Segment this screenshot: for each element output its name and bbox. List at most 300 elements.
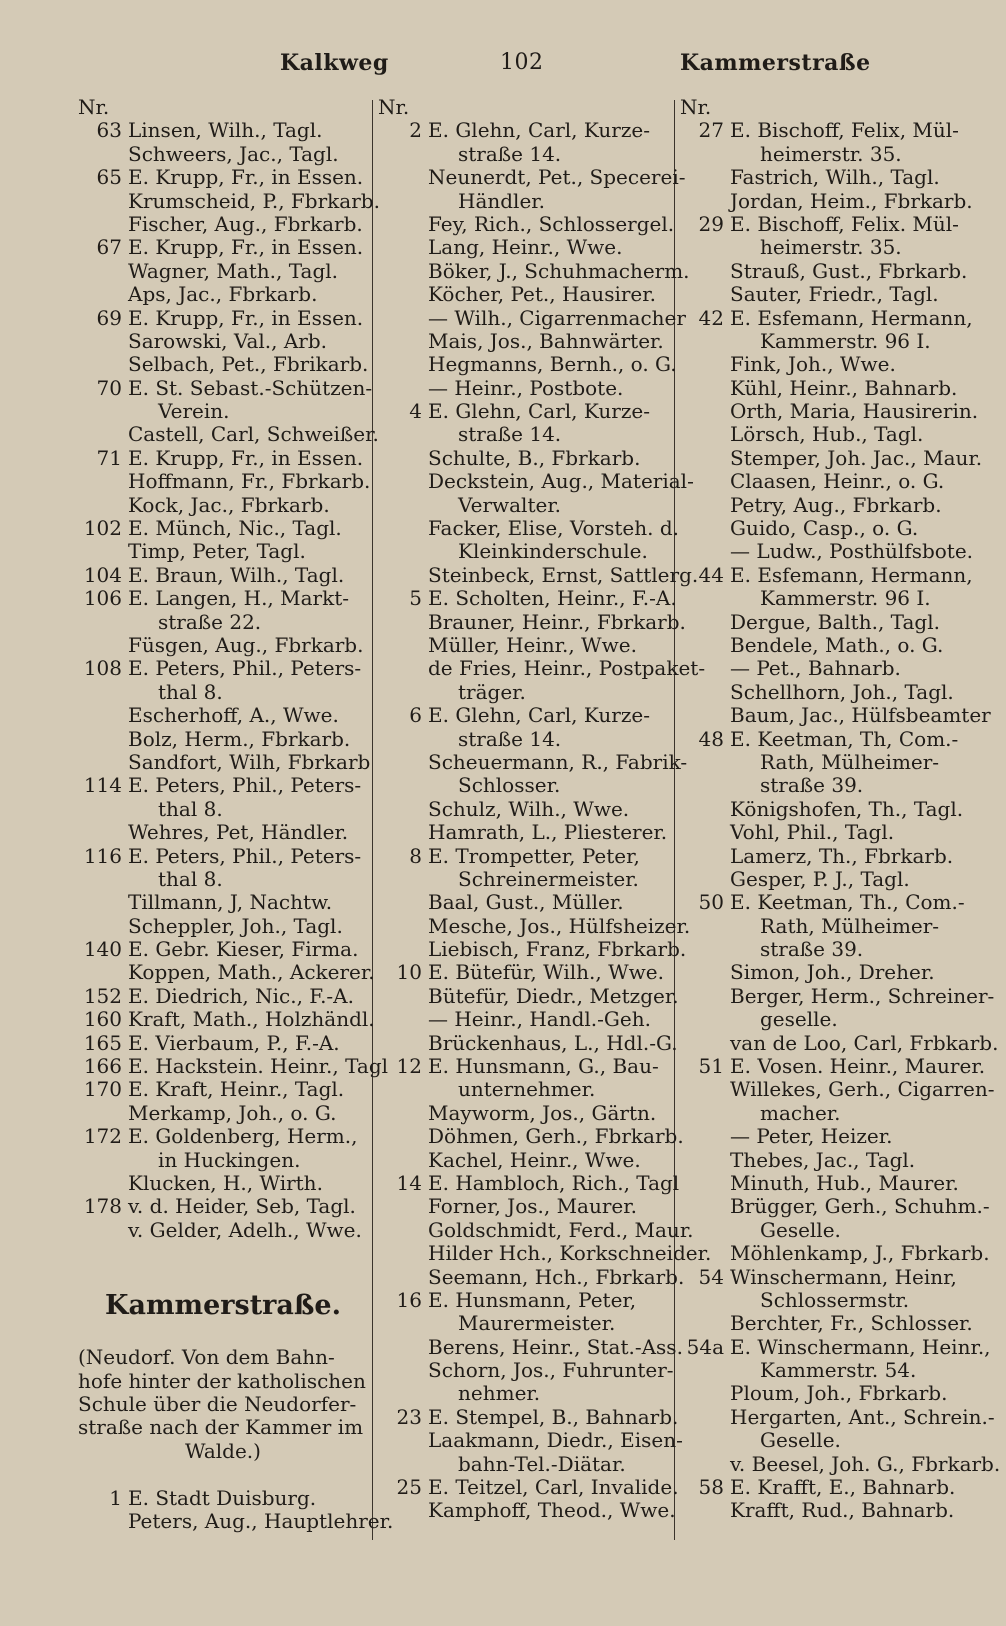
list-item bbox=[378, 1055, 670, 1078]
list-item bbox=[78, 1054, 389, 1079]
entry-text: heimerstr. 35. bbox=[760, 235, 902, 260]
entry-text: Schellhorn, Joh., Tagl. bbox=[730, 679, 954, 704]
entry-text: Bendele, Math., o. G. bbox=[730, 632, 944, 657]
list-item bbox=[680, 1476, 980, 1499]
entry-text: in Huckingen. bbox=[158, 1147, 301, 1172]
entry-text: nehmer. bbox=[458, 1381, 541, 1406]
list-item bbox=[680, 1194, 990, 1219]
entry-text: Aps, Jac., Fbrkarb. bbox=[128, 282, 318, 307]
list-item bbox=[680, 1008, 980, 1031]
column-label: Nr. bbox=[680, 95, 712, 119]
entry-text: Kammerstr. 96 I. bbox=[760, 586, 931, 611]
list-item bbox=[378, 868, 670, 891]
list-item bbox=[378, 1078, 670, 1101]
entry-text: Schulte, B., Fbrkarb. bbox=[428, 445, 641, 470]
entry-text: Kock, Jac., Fbrkarb. bbox=[128, 492, 330, 517]
list-item bbox=[378, 1498, 676, 1523]
list-item bbox=[78, 587, 368, 610]
entry-text: Willekes, Gerh., Cigarren- bbox=[730, 1077, 995, 1102]
entry-text: Claasen, Heinr., o. G. bbox=[730, 469, 945, 494]
list-item bbox=[378, 258, 690, 283]
list-item bbox=[680, 470, 980, 493]
list-item bbox=[680, 611, 980, 634]
entry-text: E. St. Sebast.-Schützen- bbox=[128, 375, 373, 400]
list-item bbox=[78, 1078, 368, 1101]
list-item bbox=[680, 1289, 980, 1312]
list-item bbox=[378, 1428, 683, 1453]
house-number: 51 bbox=[698, 1054, 724, 1079]
entry-text: v. d. Heider, Seb, Tagl. bbox=[128, 1194, 356, 1219]
list-item bbox=[378, 165, 686, 190]
list-item bbox=[378, 1358, 674, 1383]
entry-text: E. Bischoff, Felix. Mül- bbox=[730, 211, 959, 236]
house-number: 1 bbox=[109, 1486, 122, 1511]
entry-text: Koppen, Math., Ackerer. bbox=[128, 960, 375, 985]
list-item bbox=[78, 213, 368, 236]
list-item bbox=[680, 353, 980, 376]
entry-text: Forner, Jos., Maurer. bbox=[428, 1194, 637, 1219]
entry-text: Brückenhaus, L., Hdl.-G. bbox=[428, 1030, 678, 1055]
list-item bbox=[378, 634, 670, 657]
list-item bbox=[378, 1149, 670, 1172]
list-item bbox=[378, 540, 670, 563]
entry-text: Kammerstr. 54. bbox=[760, 1358, 917, 1383]
list-item bbox=[78, 960, 375, 985]
entry-text: Kamphoff, Theod., Wwe. bbox=[428, 1498, 676, 1523]
entry-text: Ploum, Joh., Fbrkarb. bbox=[730, 1381, 948, 1406]
house-number: 10 bbox=[396, 960, 422, 985]
section-description-line: Walde.) bbox=[185, 1438, 261, 1463]
list-item bbox=[78, 1487, 368, 1510]
list-item bbox=[378, 1453, 670, 1476]
house-number: 16 bbox=[396, 1287, 422, 1312]
entry-text: Minuth, Hub., Maurer. bbox=[730, 1170, 959, 1195]
list-item bbox=[378, 516, 679, 541]
house-number: 172 bbox=[83, 1124, 122, 1149]
list-item bbox=[378, 1475, 679, 1500]
entry-text: E. Vierbaum, P., F.-A. bbox=[128, 1030, 340, 1055]
list-item bbox=[680, 423, 980, 446]
list-item bbox=[378, 937, 687, 962]
entry-text: Seemann, Hch., Fbrkarb. bbox=[428, 1264, 685, 1289]
list-item bbox=[680, 868, 980, 891]
entry-text: Neunerdt, Pet., Specerei- bbox=[428, 165, 686, 190]
list-item bbox=[78, 283, 368, 306]
list-item bbox=[378, 1195, 670, 1218]
entry-text: — Heinr., Handl.-Geh. bbox=[428, 1007, 651, 1032]
entry-text: Krumscheid, P., Fbrkarb. bbox=[128, 188, 380, 213]
section-description-line: hofe hinter der katholischen bbox=[78, 1368, 366, 1393]
list-item bbox=[378, 1312, 670, 1335]
entry-text: Vohl, Phil., Tagl. bbox=[730, 820, 895, 845]
list-item bbox=[378, 961, 670, 984]
list-item bbox=[78, 1007, 375, 1032]
entry-text: Fischer, Aug., Fbrkarb. bbox=[128, 211, 363, 236]
house-number: 12 bbox=[396, 1054, 422, 1079]
house-number: 44 bbox=[698, 562, 724, 587]
list-item bbox=[78, 1195, 368, 1218]
list-item bbox=[78, 749, 371, 774]
list-item bbox=[680, 330, 980, 353]
list-item bbox=[680, 377, 980, 400]
entry-text: Escherhoff, A., Wwe. bbox=[128, 703, 339, 728]
entry-text: E. Krafft, E., Bahnarb. bbox=[730, 1475, 956, 1500]
house-number: 4 bbox=[409, 399, 422, 424]
house-number: 63 bbox=[96, 118, 122, 143]
entry-text: E. Winschermann, Heinr., bbox=[730, 1334, 991, 1359]
entry-text: Goldschmidt, Ferd., Maur. bbox=[428, 1217, 694, 1242]
list-item bbox=[680, 143, 980, 166]
list-item bbox=[78, 728, 368, 751]
entry-text: van de Loo, Carl, Frbkarb. bbox=[730, 1030, 999, 1055]
entry-text: E. Langen, H., Markt- bbox=[128, 586, 350, 611]
entry-text: E. Krupp, Fr., in Essen. bbox=[128, 305, 364, 330]
entry-text: v. Gelder, Adelh., Wwe. bbox=[128, 1217, 362, 1242]
entry-text: Köcher, Pet., Hausirer. bbox=[428, 282, 656, 307]
page-header bbox=[70, 50, 871, 84]
list-item bbox=[680, 400, 980, 423]
list-item bbox=[78, 1032, 368, 1055]
entry-text: Strauß, Gust., Fbrkarb. bbox=[730, 258, 968, 283]
entry-text: Laakmann, Diedr., Eisen- bbox=[428, 1428, 683, 1453]
entry-text: Castell, Carl, Schweißer. bbox=[128, 422, 379, 447]
list-item bbox=[680, 307, 980, 330]
list-item bbox=[680, 213, 980, 236]
list-item bbox=[378, 891, 670, 914]
list-item bbox=[378, 1008, 670, 1031]
list-item bbox=[680, 728, 980, 751]
entry-text: thal 8. bbox=[158, 866, 223, 891]
list-item bbox=[378, 774, 670, 797]
entry-text: E. Glehn, Carl, Kurze- bbox=[428, 118, 650, 143]
entry-text: Kühl, Heinr., Bahnarb. bbox=[730, 375, 958, 400]
section-description-line: straße nach der Kammer im bbox=[78, 1415, 364, 1440]
list-item bbox=[78, 798, 368, 821]
list-item bbox=[378, 983, 679, 1008]
entry-text: E. Trompetter, Peter, bbox=[428, 843, 640, 868]
list-item bbox=[78, 985, 368, 1008]
house-number: 170 bbox=[83, 1077, 122, 1102]
entry-text: Hegmanns, Bernh., o. G. bbox=[428, 352, 677, 377]
entry-text: Kammerstr. 96 I. bbox=[760, 328, 931, 353]
list-item bbox=[78, 1172, 368, 1195]
entry-text: Bütefür, Diedr., Metzger. bbox=[428, 983, 679, 1008]
list-item bbox=[378, 845, 670, 868]
entry-text: Thebes, Jac., Tagl. bbox=[730, 1147, 916, 1172]
list-item bbox=[78, 236, 368, 259]
list-item bbox=[680, 1172, 980, 1195]
entry-text: Rath, Mülheimer- bbox=[760, 913, 940, 938]
list-item bbox=[378, 1404, 679, 1429]
house-number: 50 bbox=[698, 890, 724, 915]
entry-text: träger. bbox=[458, 679, 526, 704]
entry-text: — Heinr., Postbote. bbox=[428, 375, 624, 400]
entry-text: Fink, Joh., Wwe. bbox=[730, 352, 896, 377]
entry-text: Händler. bbox=[458, 188, 546, 213]
entry-text: Fey, Rich., Schlossergel. bbox=[428, 211, 675, 236]
list-item bbox=[680, 1499, 980, 1522]
list-item bbox=[78, 375, 373, 400]
section-description-line: Schule über die Neudorfer- bbox=[78, 1391, 357, 1416]
list-item bbox=[680, 1312, 980, 1335]
entry-text: Kraft, Math., Holzhändl. bbox=[128, 1007, 375, 1032]
list-item bbox=[680, 1359, 980, 1382]
list-item bbox=[680, 961, 980, 984]
entry-text: Füsgen, Aug., Fbrkarb. bbox=[128, 632, 364, 657]
list-item bbox=[680, 517, 980, 540]
list-item bbox=[680, 891, 980, 914]
list-item bbox=[78, 845, 368, 868]
list-item bbox=[78, 400, 368, 423]
entry-text: Mesche, Jos., Hülfsheizer. bbox=[428, 913, 691, 938]
entry-text: Timp, Peter, Tagl. bbox=[128, 539, 306, 564]
entry-text: E. Esfemann, Hermann, bbox=[730, 562, 973, 587]
list-item bbox=[680, 1451, 1001, 1476]
list-item bbox=[680, 564, 980, 587]
entry-text: Gesper, P. J., Tagl. bbox=[730, 866, 910, 891]
entry-text: E. Glehn, Carl, Kurze- bbox=[428, 399, 650, 424]
entry-text: Bolz, Herm., Fbrkarb. bbox=[128, 726, 351, 751]
entry-text: Schweers, Jac., Tagl. bbox=[128, 141, 339, 166]
house-number: 8 bbox=[409, 843, 422, 868]
list-item bbox=[680, 1125, 980, 1148]
entry-text: Lamerz, Th., Fbrkarb. bbox=[730, 843, 954, 868]
list-item bbox=[78, 891, 368, 914]
entry-text: E. Keetman, Th., Com.- bbox=[730, 890, 965, 915]
entry-text: Mayworm, Jos., Gärtn. bbox=[428, 1100, 657, 1125]
entry-text: geselle. bbox=[760, 1007, 838, 1032]
entry-text: Berger, Herm., Schreiner- bbox=[730, 983, 995, 1008]
entry-text: Geselle. bbox=[760, 1428, 841, 1453]
entry-text: Hergarten, Ant., Schrein.- bbox=[730, 1404, 995, 1429]
list-item bbox=[378, 1382, 670, 1405]
list-item bbox=[78, 517, 368, 540]
house-number: 54 bbox=[698, 1264, 724, 1289]
list-item bbox=[378, 119, 670, 142]
list-item bbox=[78, 1149, 368, 1172]
entry-text: E. Hunsmann, Peter, bbox=[428, 1287, 637, 1312]
entry-text: Müller, Heinr., Wwe. bbox=[428, 632, 637, 657]
list-item bbox=[78, 915, 368, 938]
column-label: Nr. bbox=[378, 95, 410, 119]
entry-text: Jordan, Heim., Fbrkarb. bbox=[730, 188, 973, 213]
entry-text: E. Stempel, B., Bahnarb. bbox=[428, 1404, 679, 1429]
entry-text: E. Bütefür, Wilh., Wwe. bbox=[428, 960, 664, 985]
entry-text: Peters, Aug., Hauptlehrer. bbox=[128, 1509, 394, 1534]
entry-text: E. Krupp, Fr., in Essen. bbox=[128, 445, 364, 470]
list-item bbox=[680, 681, 980, 704]
column-divider-1 bbox=[372, 100, 373, 1540]
list-item bbox=[680, 657, 980, 680]
list-item bbox=[78, 422, 379, 447]
list-item bbox=[78, 634, 368, 657]
entry-text: Baal, Gust., Müller. bbox=[428, 890, 624, 915]
house-number: 152 bbox=[83, 983, 122, 1008]
entry-text: Lang, Heinr., Wwe. bbox=[428, 235, 623, 260]
entry-text: Guido, Casp., o. G. bbox=[730, 516, 919, 541]
entry-text: Verein. bbox=[158, 399, 230, 424]
entry-text: E. Münch, Nic., Tagl. bbox=[128, 516, 342, 541]
list-item bbox=[78, 307, 368, 330]
list-item bbox=[680, 634, 980, 657]
entry-text: Böker, J., Schuhmacherm. bbox=[428, 258, 690, 283]
entry-text: Brügger, Gerh., Schuhm.- bbox=[730, 1194, 990, 1219]
column-3 bbox=[680, 95, 1001, 1523]
list-item bbox=[378, 1030, 678, 1055]
entry-text: Kleinkinderschule. bbox=[458, 539, 648, 564]
list-item bbox=[378, 913, 691, 938]
entry-text: Baum, Jac., Hülfsbeamter bbox=[730, 703, 991, 728]
entry-text: Hilder Hch., Korkschneider. bbox=[428, 1241, 712, 1266]
entry-text: Schlossermstr. bbox=[760, 1287, 910, 1312]
list-item bbox=[378, 447, 670, 470]
house-number: 42 bbox=[698, 305, 724, 330]
entry-text: — Ludw., Posthülfsbote. bbox=[730, 539, 974, 564]
entry-text: thal 8. bbox=[158, 679, 223, 704]
entry-text: E. Krupp, Fr., in Essen. bbox=[128, 235, 364, 260]
list-item bbox=[680, 1266, 980, 1289]
list-item bbox=[78, 540, 368, 563]
list-item bbox=[378, 352, 677, 377]
entry-text: Lörsch, Hub., Tagl. bbox=[730, 422, 924, 447]
entry-text: E. Peters, Phil., Peters- bbox=[128, 773, 362, 798]
list-item bbox=[680, 540, 980, 563]
list-item bbox=[680, 1054, 986, 1079]
list-item bbox=[378, 586, 677, 611]
list-item bbox=[680, 774, 980, 797]
page-number: 102 bbox=[500, 50, 544, 75]
list-item bbox=[378, 283, 670, 306]
list-item bbox=[680, 821, 980, 844]
list-item bbox=[378, 377, 670, 400]
entry-text: Merkamp, Joh., o. G. bbox=[128, 1100, 337, 1125]
list-item bbox=[378, 1289, 670, 1312]
entry-text: straße 14. bbox=[458, 726, 562, 751]
entry-text: Möhlenkamp, J., Fbrkarb. bbox=[730, 1241, 990, 1266]
entry-text: unternehmer. bbox=[458, 1077, 596, 1102]
list-item bbox=[680, 798, 980, 821]
entry-text: Hamrath, L., Pliesterer. bbox=[428, 820, 668, 845]
entry-text: de Fries, Heinr., Postpaket- bbox=[428, 656, 706, 681]
column-1 bbox=[78, 95, 394, 1534]
entry-text: Winschermann, Heinr, bbox=[730, 1264, 957, 1289]
entry-text: Klucken, H., Wirth. bbox=[128, 1170, 323, 1195]
list-item bbox=[680, 236, 980, 259]
house-number: 165 bbox=[83, 1030, 122, 1055]
entry-text: Facker, Elise, Vorsteh. d. bbox=[428, 516, 679, 541]
list-item bbox=[378, 236, 670, 259]
list-item bbox=[78, 681, 368, 704]
entry-text: E. Teitzel, Carl, Invalide. bbox=[428, 1475, 679, 1500]
list-item bbox=[378, 330, 670, 353]
house-number: 116 bbox=[83, 843, 122, 868]
entry-text: v. Beesel, Joh. G., Fbrkarb. bbox=[730, 1451, 1001, 1476]
list-item bbox=[78, 143, 368, 166]
list-item bbox=[680, 166, 980, 189]
header-right-street: Kammerstraße bbox=[680, 50, 871, 76]
list-item bbox=[78, 353, 368, 376]
section-description-line: (Neudorf. Von dem Bahn- bbox=[78, 1345, 335, 1370]
list-item bbox=[378, 821, 670, 844]
entry-text: Scheppler, Joh., Tagl. bbox=[128, 913, 343, 938]
list-item bbox=[378, 211, 675, 236]
house-number: 108 bbox=[83, 656, 122, 681]
house-number: 70 bbox=[96, 375, 122, 400]
entry-text: straße 22. bbox=[158, 609, 262, 634]
entry-text: Orth, Maria, Hausirerin. bbox=[730, 399, 979, 424]
list-item bbox=[680, 1334, 991, 1359]
list-item bbox=[680, 283, 980, 306]
entry-text: thal 8. bbox=[158, 796, 223, 821]
entry-text: Brauner, Heinr., Fbrkarb. bbox=[428, 609, 686, 634]
entry-text: Sandfort, Wilh, Fbrkarb bbox=[128, 749, 371, 774]
entry-text: Berchter, Fr., Schlosser. bbox=[730, 1311, 973, 1336]
list-item bbox=[680, 1404, 995, 1429]
entry-text: — Peter, Heizer. bbox=[730, 1124, 893, 1149]
list-item bbox=[680, 915, 980, 938]
list-item bbox=[378, 728, 670, 751]
list-item bbox=[78, 119, 368, 142]
list-item bbox=[378, 681, 670, 704]
entry-text: Maurermeister. bbox=[458, 1311, 616, 1336]
list-item bbox=[78, 774, 368, 797]
list-item bbox=[78, 188, 380, 213]
entry-text: E. Gebr. Kieser, Firma. bbox=[128, 937, 359, 962]
house-number: 2 bbox=[409, 118, 422, 143]
house-number: 160 bbox=[83, 1007, 122, 1032]
list-item bbox=[78, 611, 368, 634]
entry-text: straße 39. bbox=[760, 773, 864, 798]
list-item bbox=[680, 845, 980, 868]
entry-text: Steinbeck, Ernst, Sattlerg. bbox=[428, 562, 699, 587]
entry-text: Tillmann, J, Nachtw. bbox=[128, 890, 333, 915]
entry-text: bahn-Tel.-Diätar. bbox=[458, 1451, 626, 1476]
list-item bbox=[378, 423, 670, 446]
list-item bbox=[78, 469, 371, 494]
list-item bbox=[78, 821, 368, 844]
entry-text: heimerstr. 35. bbox=[760, 141, 902, 166]
entry-text: Sarowski, Val., Arb. bbox=[128, 328, 328, 353]
list-item bbox=[680, 703, 991, 728]
house-number: 69 bbox=[96, 305, 122, 330]
list-item bbox=[378, 798, 670, 821]
house-number: 178 bbox=[83, 1194, 122, 1219]
list-item bbox=[378, 305, 686, 330]
list-item bbox=[680, 1102, 980, 1125]
entry-text: macher. bbox=[760, 1100, 841, 1125]
list-item bbox=[378, 400, 670, 423]
list-item bbox=[680, 751, 980, 774]
list-item bbox=[78, 564, 368, 587]
house-number: 23 bbox=[396, 1404, 422, 1429]
list-item bbox=[680, 119, 980, 142]
entry-text: E. Hambloch, Rich., Tagl bbox=[428, 1170, 680, 1195]
house-number: 29 bbox=[698, 211, 724, 236]
list-item bbox=[378, 704, 670, 727]
house-number: 71 bbox=[96, 445, 122, 470]
house-number: 106 bbox=[83, 586, 122, 611]
entry-text: Linsen, Wilh., Tagl. bbox=[128, 118, 323, 143]
entry-text: E. Stadt Duisburg. bbox=[128, 1486, 317, 1511]
list-item bbox=[78, 260, 368, 283]
house-number: 14 bbox=[396, 1170, 422, 1195]
entry-text: Schlosser. bbox=[458, 773, 561, 798]
list-item bbox=[680, 1030, 999, 1055]
list-item bbox=[680, 445, 983, 470]
list-item bbox=[378, 494, 670, 517]
column-label: Nr. bbox=[78, 95, 110, 119]
list-item bbox=[378, 1264, 685, 1289]
